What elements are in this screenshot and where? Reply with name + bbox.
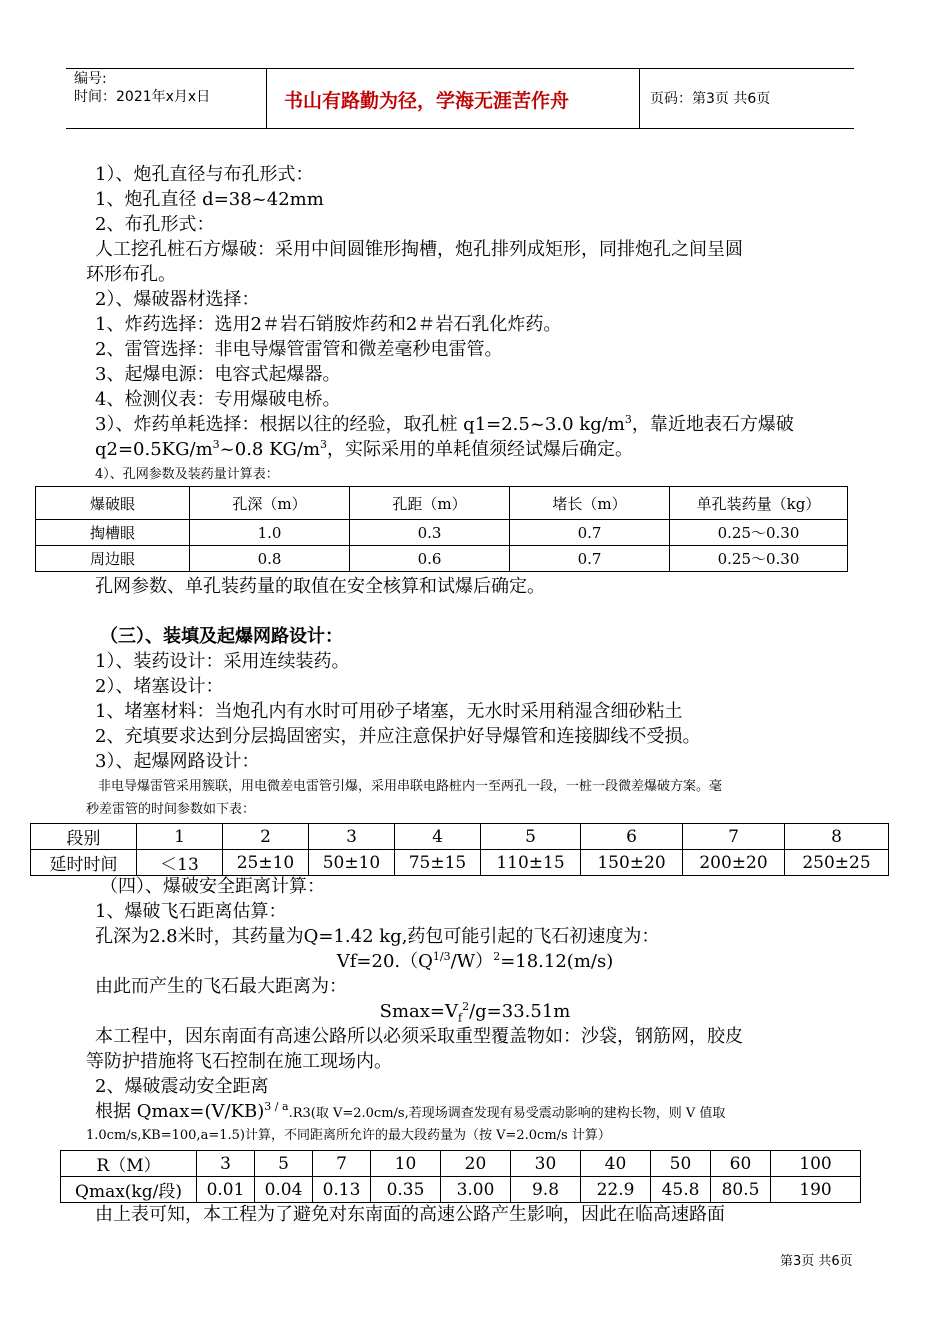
- text-line: 1、堵塞材料：当炮孔内有水时可用砂子堵塞，无水时采用稍湿含细砂粘土: [95, 701, 683, 722]
- table-row: [36, 520, 848, 546]
- text-line: 2、布孔形式：: [95, 214, 215, 235]
- table-cell: 10: [371, 1151, 441, 1177]
- text-run: 3）、炸药单耗选择：根据以往的经验，取孔桩 q1=2.5~3.0 kg/m: [95, 414, 625, 435]
- header-divider-1: [266, 68, 267, 128]
- table-cell: 0.7: [510, 546, 670, 572]
- text-line: 由上表可知，本工程为了避免对东南面的高速公路产生影响，因此在临高速路面: [95, 1204, 725, 1225]
- table-cell: 段别: [31, 824, 137, 850]
- text-line: 2、雷管选择：非电导爆管雷管和微差毫秒电雷管。: [95, 339, 503, 360]
- section-title: （三）、装填及起爆网路设计：: [100, 626, 343, 647]
- table-header-row: [36, 487, 848, 520]
- table-cell: ＜13: [137, 850, 223, 876]
- table-cell: 8: [785, 824, 889, 850]
- header-page: 页码：第3页 共6页: [650, 91, 771, 107]
- table-cell: 22.9: [581, 1177, 651, 1203]
- table-row: [31, 824, 889, 850]
- text-line: 孔网参数、单孔装药量的取值在安全核算和试爆后确定。: [95, 576, 545, 597]
- subscript: f: [458, 1011, 463, 1025]
- detonator-delay-table: [30, 823, 889, 876]
- formula-initial-velocity: [0, 950, 950, 974]
- text-run: .R3(取 V=2.0cm/s,若现场调查发现有易受震动影响的建构长物，则 V 值取: [288, 1106, 726, 1121]
- text-line-unit: [95, 438, 633, 462]
- table-cell: 200±20: [683, 850, 785, 876]
- table-row: [61, 1151, 861, 1177]
- table-cell: 40: [581, 1151, 651, 1177]
- text-run: =18.12(m/s): [500, 951, 614, 972]
- text-line: 孔深为2.8米时，其药量为Q=1.42 kg,药包可能引起的飞石初速度为：: [95, 926, 660, 947]
- table-cell: 0.8: [190, 546, 350, 572]
- table-cell: 0.04: [255, 1177, 313, 1203]
- table-cell: 5: [255, 1151, 313, 1177]
- superscript: 1/3: [432, 950, 451, 963]
- table-cell: 4: [395, 824, 481, 850]
- header-time: 时间：2021年x月x日: [74, 89, 211, 105]
- table-cell: 9.8: [511, 1177, 581, 1203]
- table-cell: 3: [197, 1151, 255, 1177]
- superscript: 2: [493, 950, 501, 963]
- table-cell: 20: [441, 1151, 511, 1177]
- table-cell: 45.8: [651, 1177, 711, 1203]
- table-cell: 0.13: [313, 1177, 371, 1203]
- text-line: 2）、爆破器材选择：: [95, 289, 260, 310]
- table-header-cell: 爆破眼: [36, 487, 190, 520]
- text-line: 2、爆破震动安全距离: [95, 1076, 269, 1097]
- table-cell: Qmax(kg/段): [61, 1177, 197, 1203]
- table-header-cell: 孔距（m）: [350, 487, 510, 520]
- table-cell: 0.7: [510, 520, 670, 546]
- text-line-unit: [95, 413, 794, 437]
- table-cell: 150±20: [581, 850, 683, 876]
- text-line: 环形布孔。: [86, 264, 176, 285]
- table-cell: 2: [223, 824, 309, 850]
- table-header-cell: 孔深（m）: [190, 487, 350, 520]
- table-cell: 6: [581, 824, 683, 850]
- table-cell: 25±10: [223, 850, 309, 876]
- table-cell: 50: [651, 1151, 711, 1177]
- text-line-mixed: [95, 1100, 725, 1124]
- text-run: /W）: [450, 951, 494, 972]
- table-cell: 延时时间: [31, 850, 137, 876]
- table-cell: 0.01: [197, 1177, 255, 1203]
- text-line: 1、炸药选择：选用2＃岩石销胺炸药和2＃岩石乳化炸药。: [95, 314, 562, 335]
- text-run: ，靠近地表石方爆破: [631, 414, 794, 435]
- text-run: ，实际采用的单耗值须经试爆后确定。: [327, 439, 634, 460]
- text-line: 2、充填要求达到分层捣固密实，并应注意保护好导爆管和连接脚线不受损。: [95, 726, 701, 747]
- table-row: [31, 850, 889, 876]
- text-line: 1.0cm/s,KB=100,a=1.5)计算，不同距离所允许的最大段药量为（按 V=2.0cm/s 计算）: [86, 1128, 611, 1143]
- table-cell: 0.6: [350, 546, 510, 572]
- superscript: 3: [320, 438, 328, 451]
- table-cell: 60: [711, 1151, 771, 1177]
- text-line: 由此而产生的飞石最大距离为：: [95, 976, 347, 997]
- text-run: Smax=V: [379, 1001, 458, 1022]
- text-line: 3、起爆电源：电容式起爆器。: [95, 364, 341, 385]
- header-divider-2: [639, 68, 640, 128]
- table-cell: 7: [683, 824, 785, 850]
- table-cell: 0.25～0.30: [670, 546, 848, 572]
- table-cell: 1.0: [190, 520, 350, 546]
- formula-max-distance: [0, 1000, 950, 1024]
- table-cell: 100: [771, 1151, 861, 1177]
- text-line: 1、爆破飞石距离估算：: [95, 901, 287, 922]
- text-line: 本工程中，因东南面有高速公路所以必须采取重型覆盖物如：沙袋，钢筋网，胶皮: [95, 1026, 743, 1047]
- text-line: 2）、堵塞设计：: [95, 676, 224, 697]
- text-run: Vf=20.（Q: [336, 951, 433, 972]
- table-row: [61, 1177, 861, 1203]
- text-line: 等防护措施将飞石控制在施工现场内。: [86, 1051, 392, 1072]
- table-header-cell: 单孔装药量（kg）: [670, 487, 848, 520]
- table-cell: 0.25～0.30: [670, 520, 848, 546]
- text-line: 人工挖孔桩石方爆破：采用中间圆锥形掏槽，炮孔排列成矩形，同排炮孔之间呈圆: [95, 239, 743, 260]
- table-caption: 4）、孔网参数及装药量计算表：: [95, 467, 279, 482]
- table-cell: 50±10: [309, 850, 395, 876]
- header-top-rule: [66, 68, 854, 69]
- text-line: 1）、装药设计：采用连续装药。: [95, 651, 350, 672]
- text-line: 4、检测仪表：专用爆破电桥。: [95, 389, 341, 410]
- table-cell: 3.00: [441, 1177, 511, 1203]
- superscript: 3: [624, 413, 632, 426]
- text-line: 1、炮孔直径 d=38~42mm: [95, 189, 324, 210]
- text-run: 根据 Qmax=(V/KB): [95, 1101, 265, 1122]
- table-cell: R（M）: [61, 1151, 197, 1177]
- text-line: 1）、炮孔直径与布孔形式：: [95, 164, 314, 185]
- superscript: 2: [462, 1000, 470, 1013]
- superscript: 3 / a: [264, 1100, 289, 1113]
- text-line: 3）、起爆网路设计：: [95, 751, 260, 772]
- vibration-distance-table: [60, 1150, 861, 1203]
- table-cell: 掏槽眼: [36, 520, 190, 546]
- header-motto: 书山有路勤为径，学海无涯苦作舟: [284, 90, 570, 112]
- table-cell: 30: [511, 1151, 581, 1177]
- table-cell: 0.35: [371, 1177, 441, 1203]
- table-cell: 75±15: [395, 850, 481, 876]
- text-line: 秒差雷管的时间参数如下表：: [86, 802, 256, 817]
- table-cell: 周边眼: [36, 546, 190, 572]
- header-serial: 编号:: [74, 71, 107, 87]
- table-header-cell: 堵长（m）: [510, 487, 670, 520]
- blast-parameter-table: [35, 486, 848, 572]
- table-cell: 190: [771, 1177, 861, 1203]
- table-row: [36, 546, 848, 572]
- text-run: ~0.8 KG/m: [219, 439, 321, 460]
- table-cell: 7: [313, 1151, 371, 1177]
- text-run: /g=33.51m: [469, 1001, 571, 1022]
- table-cell: 110±15: [481, 850, 581, 876]
- table-cell: 3: [309, 824, 395, 850]
- section-title: （四）、爆破安全距离计算：: [100, 876, 325, 897]
- text-run: q2=0.5KG/m: [95, 439, 213, 460]
- table-cell: 5: [481, 824, 581, 850]
- text-line: 非电导爆雷管采用簇联，用电微差电雷管引爆，采用串联电路桩内一至两孔一段，一桩一段微差爆破方案。毫: [98, 779, 723, 794]
- table-cell: 1: [137, 824, 223, 850]
- superscript: 3: [212, 438, 220, 451]
- footer-page-number: 第3页 共6页: [780, 1254, 853, 1269]
- header-bottom-rule: [66, 128, 854, 129]
- table-cell: 0.3: [350, 520, 510, 546]
- table-cell: 250±25: [785, 850, 889, 876]
- table-cell: 80.5: [711, 1177, 771, 1203]
